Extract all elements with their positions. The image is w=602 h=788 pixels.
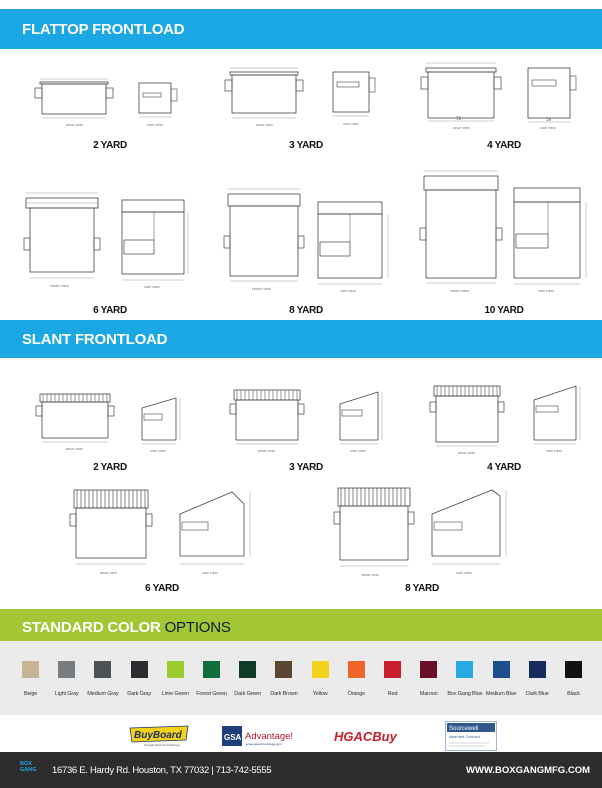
slant-2yd-rear-drawing bbox=[32, 392, 122, 454]
color-title: STANDARD COLOR bbox=[22, 618, 161, 636]
view-caption: SIDE VIEW bbox=[350, 449, 366, 453]
slant-3yd-side-drawing bbox=[334, 388, 394, 454]
view-caption: REAR VIEW bbox=[458, 451, 475, 455]
slant-8yd-rear-drawing bbox=[326, 486, 422, 580]
gsa-advantage-logo bbox=[222, 724, 302, 748]
view-caption: FRONT VIEW bbox=[50, 284, 70, 288]
sourcewell-logo bbox=[445, 721, 497, 751]
hgacbuy-wordmark: HGACBuy bbox=[334, 729, 397, 744]
color-swatch-label: Orange bbox=[347, 691, 366, 697]
dimension-72: 72 bbox=[456, 116, 462, 121]
flattop-8yd-front-drawing bbox=[220, 186, 310, 296]
color-swatch-label: Dark Green bbox=[234, 691, 262, 697]
view-caption: REAR VIEW bbox=[453, 126, 470, 130]
color-swatch-label: Beige bbox=[23, 691, 38, 697]
color-swatch bbox=[348, 661, 365, 678]
view-caption: SIDE VIEW bbox=[202, 571, 218, 575]
flattop-2yd-label: 2 YARD bbox=[93, 140, 127, 151]
dimension-58: 58 bbox=[546, 117, 552, 122]
slant-6yd-rear-drawing bbox=[62, 488, 162, 580]
color-swatch-label: Black bbox=[567, 691, 580, 697]
color-swatch bbox=[275, 661, 292, 678]
flattop-3yd-label: 3 YARD bbox=[289, 140, 323, 151]
color-swatch-label: Yellow bbox=[312, 691, 328, 697]
color-swatch-label: Box Gang Blue bbox=[447, 691, 483, 697]
slant-4yd-label: 4 YARD bbox=[487, 462, 521, 473]
flattop-8yd-side-drawing bbox=[312, 196, 402, 296]
slant-3yd-rear-drawing bbox=[226, 388, 312, 456]
flattop-2yd-side-drawing bbox=[133, 79, 183, 134]
flattop-3yd-rear-drawing bbox=[224, 64, 310, 130]
flattop-4yd-label: 4 YARD bbox=[487, 140, 521, 151]
slant-8yd-side-drawing bbox=[426, 484, 522, 580]
hgacbuy-logo bbox=[332, 726, 410, 746]
view-caption: SIDE VIEW bbox=[540, 126, 556, 130]
color-swatch bbox=[493, 661, 510, 678]
color-swatch-label: Red bbox=[387, 691, 398, 697]
flattop-section-header bbox=[0, 9, 602, 49]
slant-2yd-side-drawing bbox=[136, 394, 192, 454]
view-caption: REAR VIEW bbox=[258, 449, 275, 453]
flattop-4yd-rear-drawing bbox=[418, 60, 508, 132]
color-swatch-label: Maroon bbox=[419, 691, 438, 697]
view-caption: SIDE VIEW bbox=[150, 449, 166, 453]
color-swatch bbox=[203, 661, 220, 678]
view-caption: REAR VIEW bbox=[362, 573, 379, 577]
color-swatch bbox=[529, 661, 546, 678]
color-swatch bbox=[420, 661, 437, 678]
view-caption: REAR VIEW bbox=[100, 571, 117, 575]
view-caption: REAR VIEW bbox=[256, 123, 273, 127]
buyboard-logo bbox=[128, 724, 194, 748]
gsa-advantage-wordmark: Advantage! bbox=[245, 731, 294, 742]
buyboard-subtext: Cooperative Purchasing bbox=[144, 743, 180, 747]
footer-website-link[interactable]: WWW.BOXGANGMFG.COM bbox=[465, 765, 590, 776]
box-gang-logo-line1: BOX bbox=[20, 761, 32, 767]
color-title-highlight: OPTIONS bbox=[164, 618, 231, 636]
gsa-mark: GSA bbox=[224, 733, 242, 742]
flattop-10yd-label: 10 YARD bbox=[484, 305, 524, 316]
view-caption: SIDE VIEW bbox=[144, 285, 160, 289]
box-gang-logo bbox=[20, 761, 44, 779]
view-caption: SIDE VIEW bbox=[343, 122, 359, 126]
slant-3yd-label: 3 YARD bbox=[289, 462, 323, 473]
color-swatch bbox=[456, 661, 473, 678]
box-gang-logo-line2: GANG bbox=[20, 767, 37, 773]
view-caption: SIDE VIEW bbox=[546, 449, 562, 453]
slant-4yd-side-drawing bbox=[528, 382, 594, 456]
color-swatch-label: Forest Green bbox=[196, 691, 227, 697]
view-caption: FRONT VIEW bbox=[450, 289, 470, 293]
flattop-4yd-side-drawing bbox=[522, 64, 584, 132]
view-caption: SIDE VIEW bbox=[147, 123, 163, 127]
view-caption: SIDE VIEW bbox=[340, 289, 356, 293]
flattop-10yd-side-drawing bbox=[508, 184, 598, 296]
color-swatch-label: Lime Green bbox=[161, 691, 189, 697]
slant-section-header bbox=[0, 320, 602, 358]
color-swatch bbox=[167, 661, 184, 678]
flattop-6yd-front-drawing bbox=[18, 190, 108, 294]
view-caption: SIDE VIEW bbox=[538, 289, 554, 293]
view-caption: REAR VIEW bbox=[66, 447, 83, 451]
gsa-url: www.gsaadvantage.gov bbox=[246, 742, 282, 746]
color-swatch-label: Light Gray bbox=[54, 691, 79, 697]
footer-address: 16736 E. Hardy Rd. Houston, TX 77032 | 713-742-5555 bbox=[52, 765, 272, 776]
color-swatch-label: Dark Gray bbox=[127, 691, 151, 697]
flattop-6yd-label: 6 YARD bbox=[93, 305, 127, 316]
color-swatch bbox=[565, 661, 582, 678]
sourcewell-wordmark: Sourcewell bbox=[449, 726, 479, 732]
view-caption: SIDE VIEW bbox=[456, 571, 472, 575]
flattop-2yd-rear-drawing bbox=[34, 74, 120, 134]
color-swatch-label: Medium Gray bbox=[87, 691, 119, 697]
color-swatch bbox=[22, 661, 39, 678]
color-swatch-label: Dark Brown bbox=[270, 691, 298, 697]
color-swatch bbox=[312, 661, 329, 678]
flattop-3yd-side-drawing bbox=[327, 68, 383, 130]
color-swatch bbox=[58, 661, 75, 678]
footer-bar bbox=[0, 752, 602, 788]
flattop-6yd-side-drawing bbox=[116, 196, 198, 294]
color-swatch-label: Medium Blue bbox=[485, 691, 517, 697]
color-swatch bbox=[239, 661, 256, 678]
color-swatch-strip bbox=[0, 641, 602, 715]
slant-8yd-label: 8 YARD bbox=[405, 583, 439, 594]
color-swatch bbox=[131, 661, 148, 678]
slant-6yd-side-drawing bbox=[170, 488, 266, 580]
view-caption: FRONT VIEW bbox=[252, 287, 272, 291]
buyboard-wordmark: BuyBoard bbox=[134, 730, 182, 741]
color-swatch bbox=[94, 661, 111, 678]
slant-4yd-rear-drawing bbox=[426, 384, 512, 456]
slant-6yd-label: 6 YARD bbox=[145, 583, 179, 594]
flattop-title: FLATTOP FRONTLOAD bbox=[22, 20, 185, 38]
slant-title: SLANT FRONTLOAD bbox=[22, 330, 168, 348]
color-swatch bbox=[384, 661, 401, 678]
view-caption: REAR VIEW bbox=[66, 123, 83, 127]
flattop-8yd-label: 8 YARD bbox=[289, 305, 323, 316]
flattop-10yd-front-drawing bbox=[416, 168, 508, 296]
sourcewell-subtext: Awarded Contract bbox=[449, 735, 481, 739]
slant-2yd-label: 2 YARD bbox=[93, 462, 127, 473]
color-swatch-label: Dark Blue bbox=[525, 691, 549, 697]
color-section-header bbox=[0, 609, 602, 645]
